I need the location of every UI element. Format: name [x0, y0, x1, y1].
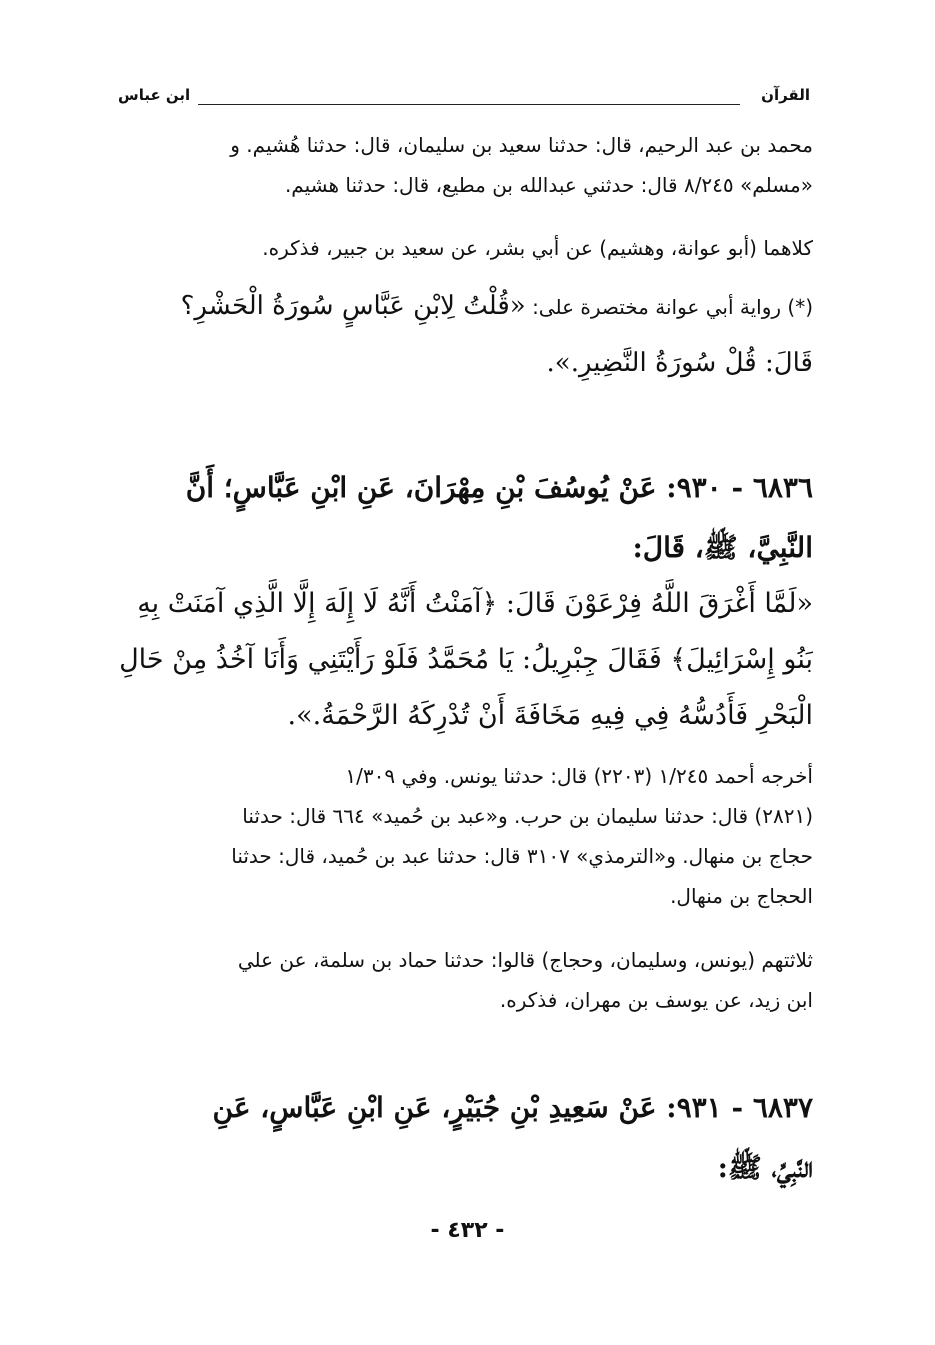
text-line: (٢٨٢١) قال: حدثنا سليمان بن حرب. و«عبد بن حُميد» ٦٦٤ قال: حدثنا — [242, 804, 813, 828]
text-line: حجاج بن منهال. و«الترمذي» ٣١٠٧ قال: حدثنا عبد بن حُميد، قال: حدثنا — [231, 844, 813, 868]
text-line: الحجاج بن منهال. — [670, 884, 813, 908]
quoted-text: «قُلْتُ لِابْنِ عَبَّاسٍ سُورَةُ الْحَشْرِ؟ — [180, 291, 526, 321]
text-line: أخرجه أحمد ١/٢٤٥ (٢٢٠٣) قال: حدثنا يونس. وفي ١/٣٠٩ — [345, 764, 813, 788]
text-line: «لَمَّا أَغْرَقَ اللَّهُ فِرْعَوْنَ قَالَ: ﴿آمَنْتُ أَنَّهُ لَا إِلَهَ إِلَّا الَّذِي آمَنَتْ بِهِ — [137, 588, 813, 619]
hadith-6836-heading — [118, 458, 813, 578]
header-section-title: ابن عباس — [118, 86, 191, 104]
text-line: «مسلم» ٨/٢٤٥ قال: حدثني عبدالله بن مطيع، قال: حدثنا هشيم. — [284, 173, 813, 197]
hadith-6836-matn — [118, 576, 813, 744]
paragraph-abridged-narration — [118, 278, 813, 391]
text-line: كلاهما (أبو عوانة، وهشيم) عن أبي بشر، عن سعيد بن جبير، فذكره. — [262, 236, 813, 260]
text-line: بَنُو إِسْرَائِيلَ﴾ فَقَالَ جِبْرِيلُ: يَا مُحَمَّدُ فَلَوْ رَأَيْتَنِي وَأَنَا آخُذُ مِنْ حَالِ — [119, 644, 813, 675]
text-line: محمد بن عبد الرحيم، قال: حدثنا سعيد بن سليمان، قال: حدثنا هُشيم. و — [230, 133, 813, 157]
text-line: ٦٨٣٧ - ٩٣١: عَنْ سَعِيدِ بْنِ جُبَيْرٍ، عَنِ ابْنِ عَبَّاسٍ، عَنِ — [212, 1091, 813, 1124]
text-line: ابن زيد، عن يوسف بن مهران، فذكره. — [499, 988, 813, 1012]
running-header — [118, 86, 810, 112]
page-number: - ٤٣٢ - — [430, 1218, 505, 1243]
paragraph-chain-continuation — [118, 125, 813, 205]
note-prefix: (*) رواية أبي عوانة مختصرة على: — [532, 295, 813, 319]
header-chapter-title: القرآن — [761, 86, 810, 104]
text-line — [118, 278, 813, 335]
paragraph-both-narrators — [118, 228, 813, 268]
header-rule — [198, 104, 740, 105]
text-line: النَّبِيِّ، ﷺ: — [717, 1151, 813, 1184]
text-line: قَالَ: قُلْ سُورَةُ النَّضِيرِ.». — [546, 348, 813, 378]
hadith-6836-takhrij — [118, 756, 813, 916]
hadith-6836-isnad — [118, 940, 813, 1020]
text-line: ثلاثتهم (يونس، وسليمان، وحجاج) قالوا: حدثنا حماد بن سلمة، عن علي — [237, 948, 813, 972]
text-line: ٦٨٣٦ - ٩٣٠: عَنْ يُوسُفَ بْنِ مِهْرَانَ، عَنِ ابْنِ عَبَّاسٍ؛ أَنَّ — [185, 471, 813, 504]
text-line: النَّبِيَّ، ﷺ، قَالَ: — [632, 531, 813, 564]
hadith-6837-heading — [118, 1078, 813, 1198]
text-line: الْبَحْرِ فَأَدُسُّهُ فِي فِيهِ مَخَافَةَ أَنْ تُدْرِكَهُ الرَّحْمَةُ.». — [287, 700, 813, 731]
